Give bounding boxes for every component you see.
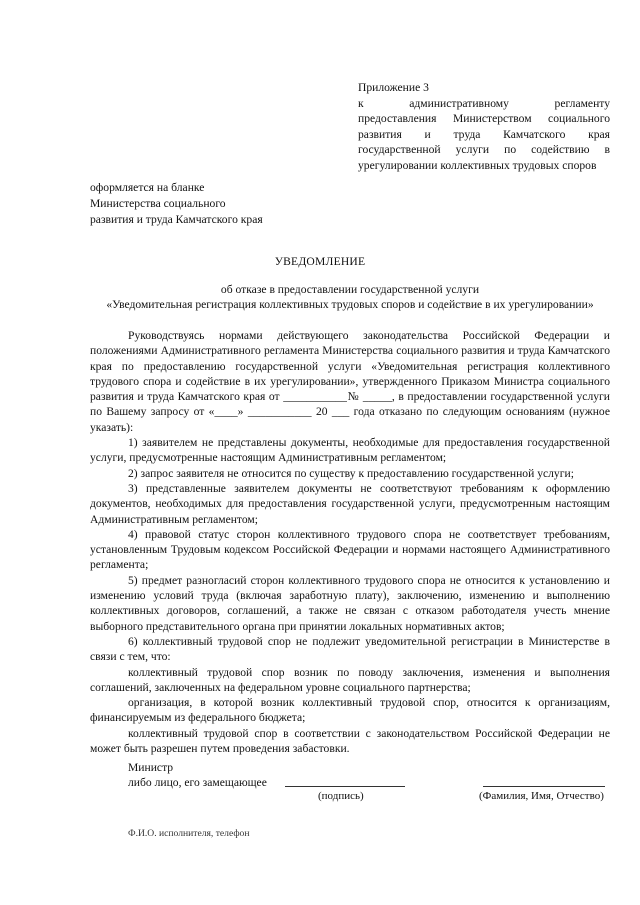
body-paragraph: 6) коллективный трудовой спор не подлежит уведомительной регистрации в Министерстве в связи с тем, что: bbox=[90, 634, 610, 664]
subtitle-line: об отказе в предоставлении государственной услуги bbox=[220, 283, 480, 296]
appendix-line: государственной услуги по содействию в bbox=[358, 143, 610, 157]
body-paragraph: 4) правовой статус сторон коллективного трудового спора не соответствует требованиям, установленным Трудовым кодексом Российской Федерации и нормами настоящего Административного регламента; bbox=[90, 527, 610, 572]
body-paragraph: 2) запрос заявителя не относится по существу к предоставлению государственной услуги; bbox=[128, 466, 574, 480]
body-paragraph: коллективный трудовой спор возник по поводу заключения, изменения и выполнения соглашений, заключенных на федеральном уровне социального партнерства; bbox=[90, 665, 610, 694]
letterhead-line: развития и труда Камчатского края bbox=[90, 213, 263, 226]
document-body bbox=[90, 328, 610, 756]
document-subtitle bbox=[90, 282, 610, 312]
signature-line bbox=[285, 786, 405, 787]
signature-caption: (подпись) bbox=[318, 790, 364, 802]
body-paragraph: коллективный трудовой спор в соответствии с законодательством Российской Федерации не может быть разрешен путем проведения забастовки. bbox=[90, 726, 610, 756]
letterhead-line: Министерства социального bbox=[90, 197, 226, 210]
body-paragraph: 5) предмет разногласий сторон коллективного трудового спора не относится к установлению и изменению условий труда (включая заработную плату), заключению, изменению и выполнению коллективных договоров, соглашений, а также не связан с отказом работодателя учесть мнение выборного представительного органа при принятии локальных нормативных актов; bbox=[90, 573, 610, 633]
letterhead-note bbox=[90, 180, 263, 228]
appendix-line: к административному регламенту bbox=[358, 96, 610, 110]
signatory-title: Министр bbox=[128, 761, 174, 774]
document-title: УВЕДОМЛЕНИЕ bbox=[274, 255, 366, 268]
appendix-line: развития и труда Камчатского края bbox=[358, 127, 610, 141]
signatory-deputy: либо лицо, его замещающее bbox=[128, 776, 267, 789]
subtitle-line: «Уведомительная регистрация коллективных трудовых споров и содействие в их урегулировании» bbox=[106, 298, 594, 311]
body-paragraph: 1) заявителем не представлены документы, необходимые для предоставления государственной услуги, предусмотренные настоящим Административным регламентом; bbox=[90, 436, 610, 465]
body-paragraph: организация, в которой возник коллективный трудовой спор, относится к организациям, финансируемым из федерального бюджета; bbox=[90, 696, 610, 725]
appendix-line: урегулировании коллективных трудовых споров bbox=[358, 158, 597, 172]
appendix-line: предоставления Министерством социального bbox=[358, 112, 610, 126]
name-line bbox=[483, 786, 605, 787]
name-caption: (Фамилия, Имя, Отчество) bbox=[479, 790, 604, 802]
appendix-line: Приложение 3 bbox=[358, 81, 429, 94]
body-paragraph: Руководствуясь нормами действующего законодательства Российской Федерации и положениями Административного регламента Министерства социального развития и труда Камчатского края по предоставлению государственной услуги «Уведомительная регистрация коллективного трудового спора и содействие в их урегулировании», утвержденного Приказом Министра социального развития и труда Камчатского края от ___________№ _____, в предоставлении государственной услуги по Вашему запросу от «____» ___________ 20 ___ года отказано по следующим основаниям (нужное указать): bbox=[90, 329, 610, 434]
body-paragraph: 3) представленные заявителем документы не соответствуют требованиям к оформлению документов, необходимых для предоставления государственной услуги, предусмотренным настоящим Административным регламентом; bbox=[90, 481, 610, 526]
signature-block bbox=[128, 760, 267, 790]
letterhead-line: оформляется на бланке bbox=[90, 181, 205, 194]
executor-footer: Ф.И.О. исполнителя, телефон bbox=[128, 828, 250, 839]
appendix-block bbox=[358, 80, 610, 174]
